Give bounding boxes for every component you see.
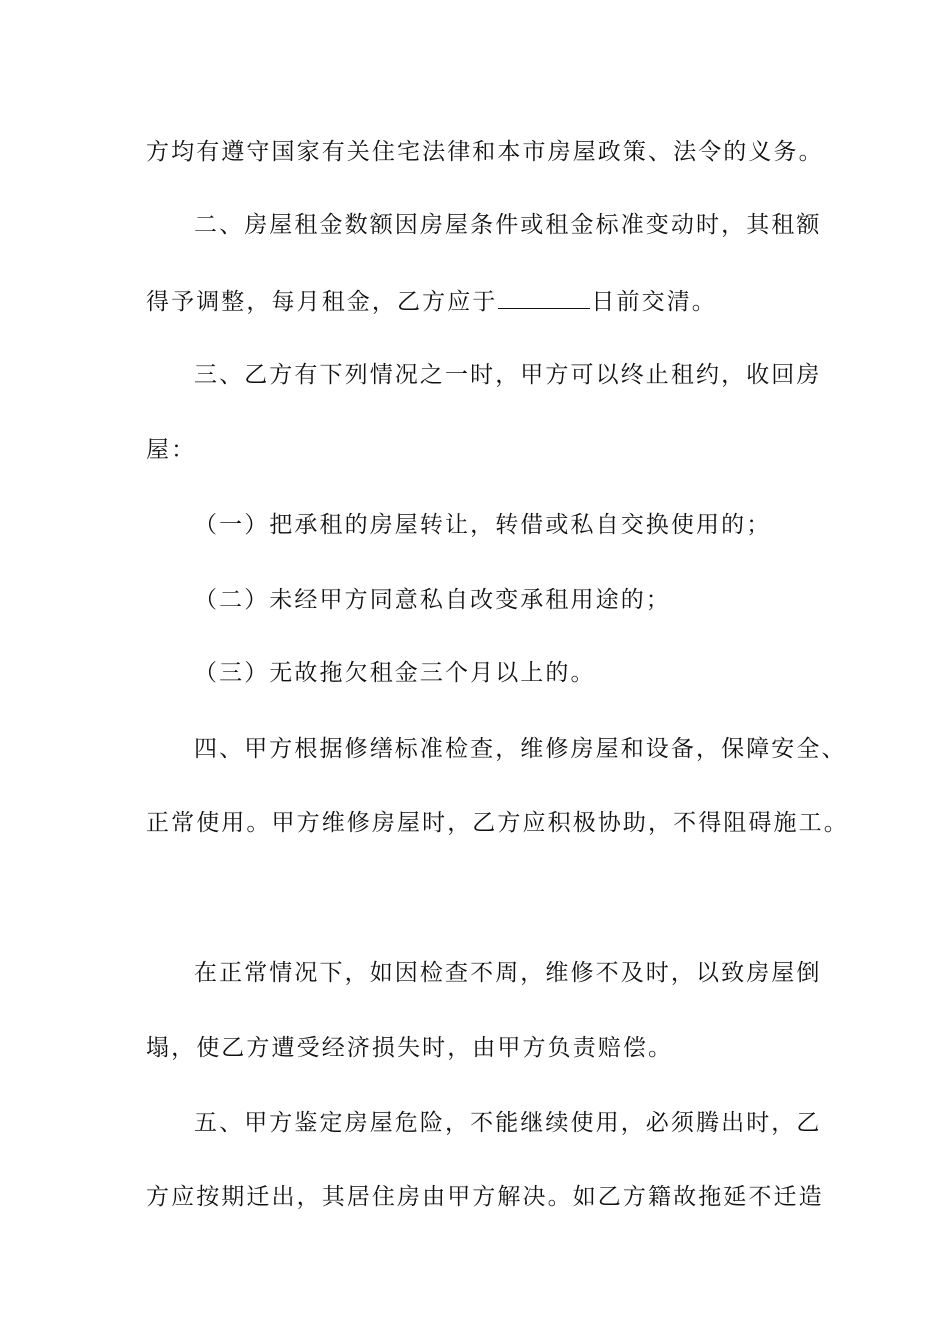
paragraph-line: 屋： bbox=[146, 437, 197, 463]
paragraph-line: 方均有遵守国家有关住宅法律和本市房屋政策、法令的义务。 bbox=[146, 139, 824, 165]
clause-three-line: 三、乙方有下列情况之一时，甲方可以终止租约，收回房 bbox=[194, 362, 822, 388]
paragraph-line: 在正常情况下，如因检查不周，维修不及时，以致房屋倒 bbox=[194, 960, 822, 986]
list-item: （一）把承租的房屋转让，转借或私自交换使用的； bbox=[194, 512, 772, 538]
clause-five-line: 五、甲方鉴定房屋危险，不能继续使用，必须腾出时，乙 bbox=[194, 1110, 822, 1136]
clause-four-line: 四、甲方根据修缮标准检查，维修房屋和设备，保障安全、 bbox=[194, 736, 847, 762]
list-item: （三）无故拖欠租金三个月以上的。 bbox=[194, 660, 596, 686]
paragraph-line: 正常使用。甲方维修房屋时，乙方应积极协助，不得阻碍施工。 bbox=[146, 810, 849, 836]
rent-payment-text-end: 日前交清。 bbox=[591, 289, 717, 315]
rent-payment-line bbox=[146, 286, 806, 317]
rent-payment-text: 得予调整，每月租金，乙方应于 bbox=[146, 289, 498, 315]
paragraph-line: 方应按期迁出，其居住房由甲方解决。如乙方籍故拖延不迁造 bbox=[146, 1184, 824, 1210]
paragraph-line: 塌，使乙方遭受经济损失时，由甲方负责赔偿。 bbox=[146, 1035, 674, 1061]
payment-date-blank bbox=[498, 286, 590, 309]
clause-two-line: 二、房屋租金数额因房屋条件或租金标准变动时，其租额 bbox=[194, 212, 822, 238]
list-item: （二）未经甲方同意私自改变承租用途的； bbox=[194, 587, 671, 613]
